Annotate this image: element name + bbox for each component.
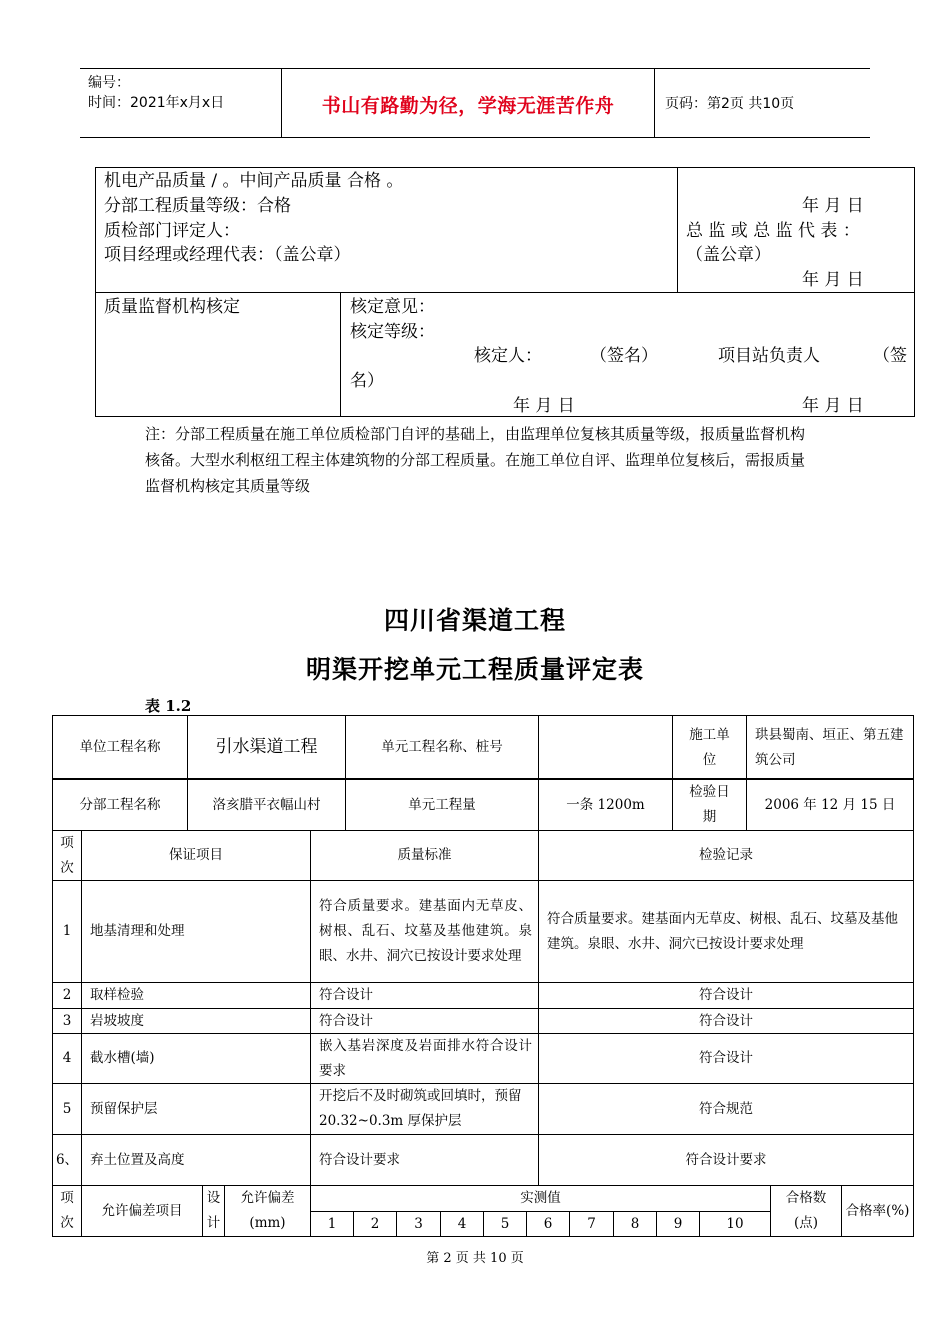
table-rule: [96, 292, 914, 293]
allowed-deviation-header: 允许偏差(mm): [240, 1190, 295, 1231]
measure-col: 1: [327, 1215, 337, 1232]
header-number: 编号：: [88, 75, 130, 91]
inspect-date-label: 检验日期: [689, 784, 730, 825]
design-header: 设计: [206, 1190, 221, 1231]
measure-col: 10: [726, 1215, 744, 1232]
row-seq: 4: [62, 1050, 72, 1066]
seq-header: 项次: [60, 834, 74, 876]
row-record: 符合设计: [699, 1012, 753, 1029]
row-record: 符合质量要求。建基面内无草皮、树根、乱石、坟墓及基他建筑。泉眼、水井、洞穴已按设计要求处理: [547, 910, 898, 952]
table-note: 注：分部工程质量在施工单位质检部门自评的基础上，由监理单位复核其质量等级，报质量监督机构核备。大型水利枢纽工程主体建筑物的分部工程质量。在施工单位自评、监理单位复核后，需报质量监督机构核定其质量等级: [145, 425, 806, 495]
division-label: 分部工程名称: [79, 796, 161, 813]
row-item: 截水槽(墙): [90, 1050, 155, 1066]
header-motto: 书山有路勤为径，学海无涯苦作舟: [321, 95, 615, 117]
doc-title-province: 四川省渠道工程: [383, 606, 566, 635]
signature-placeholder: 名）: [350, 371, 384, 391]
date-line: 年 月 日: [513, 396, 575, 416]
signature-placeholder: （签名）: [590, 346, 658, 366]
unit-project-value: 引水渠道工程: [215, 737, 318, 757]
row-item: 预留保护层: [90, 1100, 158, 1117]
row-standard: 符合质量要求。建基面内无草皮、树根、乱石、坟墓及基他建筑。泉眼、水井、洞穴已按设计要求处理: [319, 898, 532, 964]
element-name-label: 单元工程名称、桩号: [381, 739, 503, 755]
unit-project-label: 单位工程名称: [79, 739, 161, 755]
row-standard: 符合设计要求: [319, 1151, 400, 1168]
measure-col: 4: [457, 1215, 467, 1232]
row-item: 取样检验: [90, 987, 144, 1003]
row-record: 符合设计: [699, 1050, 753, 1066]
pass-rate-header: 合格率(%): [845, 1202, 910, 1219]
record-header: 检验记录: [699, 847, 753, 863]
table-rule: [340, 292, 341, 417]
supervisor-seal: （盖公章）: [686, 245, 771, 265]
measure-col: 8: [630, 1215, 640, 1232]
quantity-value: 一条 1200m: [566, 796, 645, 813]
row-standard: 嵌入基岩深度及岩面排水符合设计要求: [319, 1037, 532, 1079]
row-standard: 开挖后不及时砌筑或回填时，预留 20.32~0.3m 厚保护层: [319, 1088, 522, 1129]
doc-title-form: 明渠开挖单元工程质量评定表: [305, 655, 644, 684]
approval-opinion: 核定意见：: [350, 297, 435, 317]
manager-seal-line: 项目经理或经理代表：（盖公章）: [104, 245, 351, 265]
division-quality-table: [95, 167, 915, 417]
row-seq: 5: [62, 1100, 72, 1117]
supervisor-line: 总 监 或 总 监 代 表 ：: [686, 221, 860, 241]
date-line: 年 月 日: [802, 196, 864, 216]
approval-grade: 核定等级：: [350, 322, 435, 342]
division-grade-line: 分部工程质量等级：合格: [104, 196, 291, 216]
row-record: 符合设计: [699, 987, 753, 1003]
deviation-item-header: 允许偏差项目: [101, 1202, 183, 1219]
row-item: 弃土位置及高度: [90, 1151, 185, 1168]
measure-col: 7: [587, 1215, 596, 1232]
contractor-label: 施工单位: [689, 726, 730, 768]
station-head-label: 项目站负责人: [718, 346, 820, 366]
measure-col: 5: [500, 1215, 510, 1232]
contractor-value: 珙县蜀南、垣正、第五建筑公司: [755, 726, 904, 768]
date-line: 年 月 日: [802, 396, 864, 416]
approver-label: 核定人：: [474, 346, 542, 366]
pass-count-header: 合格数(点): [785, 1190, 827, 1231]
qc-evaluator-line: 质检部门评定人：: [104, 221, 240, 241]
row-item: 地基清理和处理: [90, 923, 185, 939]
header-meta: [88, 73, 224, 113]
standard-header: 质量标准: [397, 847, 452, 863]
product-quality-line: 机电产品质量 / 。中间产品质量 合格 。: [104, 171, 404, 191]
measure-col: 6: [543, 1215, 553, 1232]
measure-col: 2: [370, 1215, 380, 1232]
row-record: 符合设计要求: [685, 1151, 767, 1168]
page-footer: 第 2 页 共 10 页: [426, 1251, 524, 1266]
deviation-seq-header: 项次: [60, 1190, 74, 1231]
row-item: 岩坡坡度: [90, 1012, 144, 1029]
header-date: 时间：2021年x月x日: [88, 95, 225, 111]
page-header: [80, 68, 870, 138]
evaluation-table: [52, 715, 914, 1237]
measure-col: 9: [673, 1215, 683, 1232]
supervision-label: 质量监督机构核定: [104, 297, 240, 317]
row-seq: 1: [62, 923, 72, 939]
row-seq: 6、: [55, 1151, 79, 1168]
element-name-value: [539, 716, 672, 779]
row-seq: 2: [62, 987, 72, 1003]
table-rule: [677, 168, 678, 292]
row-standard: 符合设计: [319, 1012, 373, 1029]
table-label: 表 1.2: [145, 697, 192, 715]
header-page-info: 页码：第2页 共10页: [665, 96, 795, 112]
guarantee-item-header: 保证项目: [169, 847, 223, 863]
division-value: 洛亥腊平衣幅山村: [212, 796, 321, 813]
measure-col: 3: [414, 1215, 423, 1232]
row-seq: 3: [62, 1012, 72, 1029]
quantity-label: 单元工程量: [408, 796, 476, 813]
row-record: 符合规范: [699, 1100, 753, 1117]
signature-placeholder: （签: [873, 346, 907, 366]
row-standard: 符合设计: [319, 987, 373, 1003]
measured-header: 实测值: [520, 1190, 561, 1206]
header-divider: [654, 69, 655, 137]
inspect-date-value: 2006 年 12 月 15 日: [764, 796, 896, 813]
date-line: 年 月 日: [802, 270, 864, 290]
